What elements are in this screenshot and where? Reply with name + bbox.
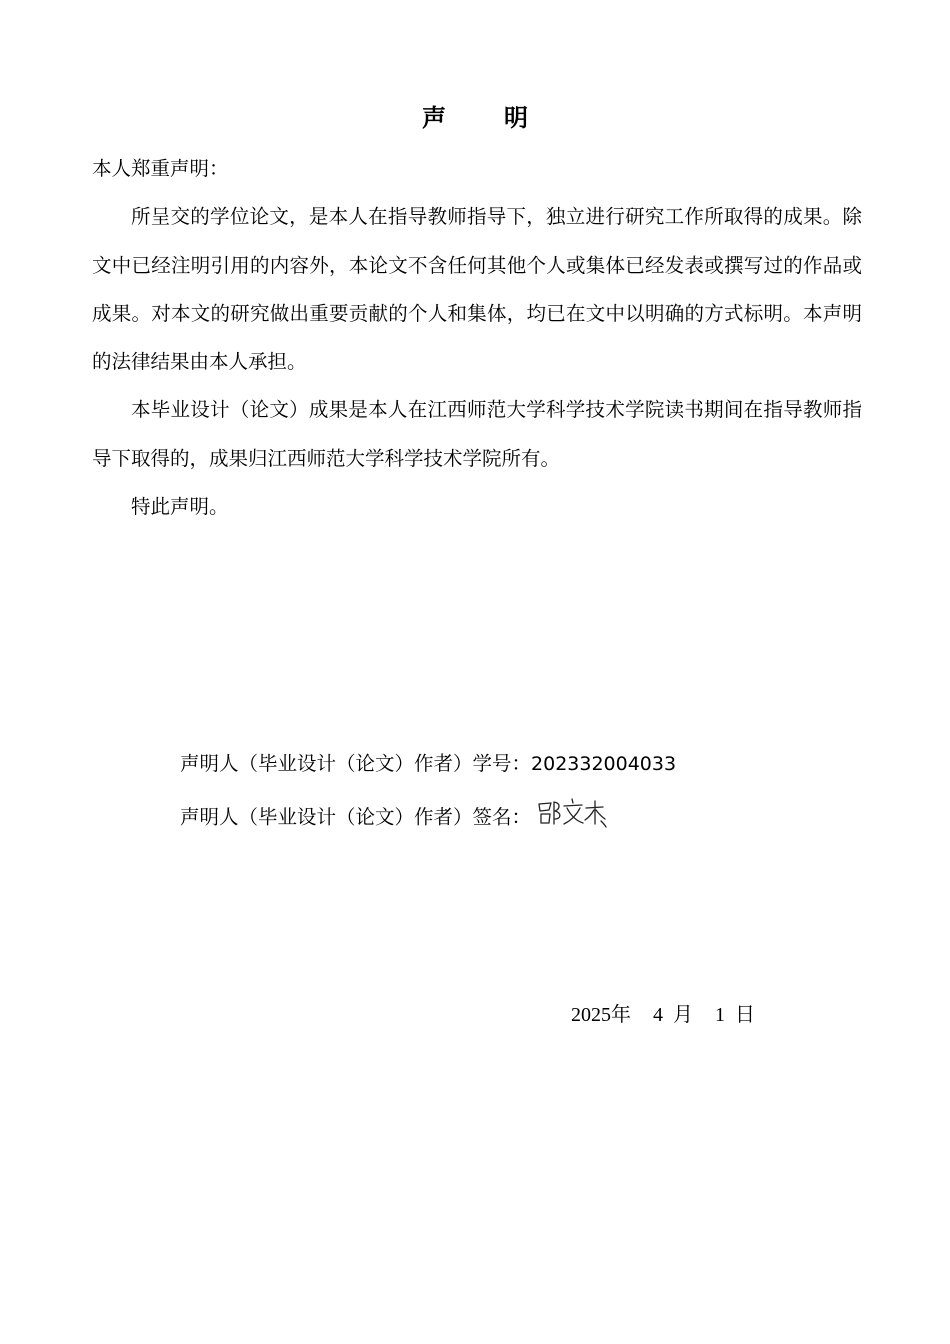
- student-id-line: [180, 748, 676, 776]
- signature-label: 声明人（毕业设计（论文）作者）签名：: [180, 805, 532, 829]
- signature-line: [180, 800, 607, 836]
- paragraph-originality: 所呈交的学位论文，是本人在指导教师指导下，独立进行研究工作所取得的成果。除文中已经注明引用的内容外，本论文不含任何其他个人或集体已经发表或撰写过的作品或成果。对本文的研究做出重要贡献的个人和集体，均已在文中以明确的方式标明。本声明的法律结果由本人承担。: [92, 205, 862, 374]
- title-char-2: 明: [504, 103, 528, 132]
- handwritten-signature: [535, 794, 607, 830]
- page-title: [0, 98, 950, 133]
- student-id-value: 202332004033: [531, 753, 677, 775]
- declaration-body: [92, 145, 862, 531]
- date-month: 4: [653, 1004, 663, 1026]
- declaration-date: [571, 998, 755, 1027]
- date-day-unit: 日: [735, 1004, 755, 1026]
- student-id-label: 声明人（毕业设计（论文）作者）学号：: [180, 752, 532, 775]
- paragraph-closing: 特此声明。: [131, 495, 229, 519]
- opening-line: 本人郑重声明：: [92, 157, 229, 180]
- date-month-unit: 月: [673, 1004, 693, 1026]
- paragraph-ownership: 本毕业设计（论文）成果是本人在江西师范大学科学技术学院读书期间在指导教师指导下取得的，成果归江西师范大学科学技术学院所有。: [92, 398, 862, 470]
- title-char-1: 声: [422, 103, 446, 132]
- date-year: 2025年: [571, 1004, 631, 1026]
- date-day: 1: [715, 1004, 725, 1026]
